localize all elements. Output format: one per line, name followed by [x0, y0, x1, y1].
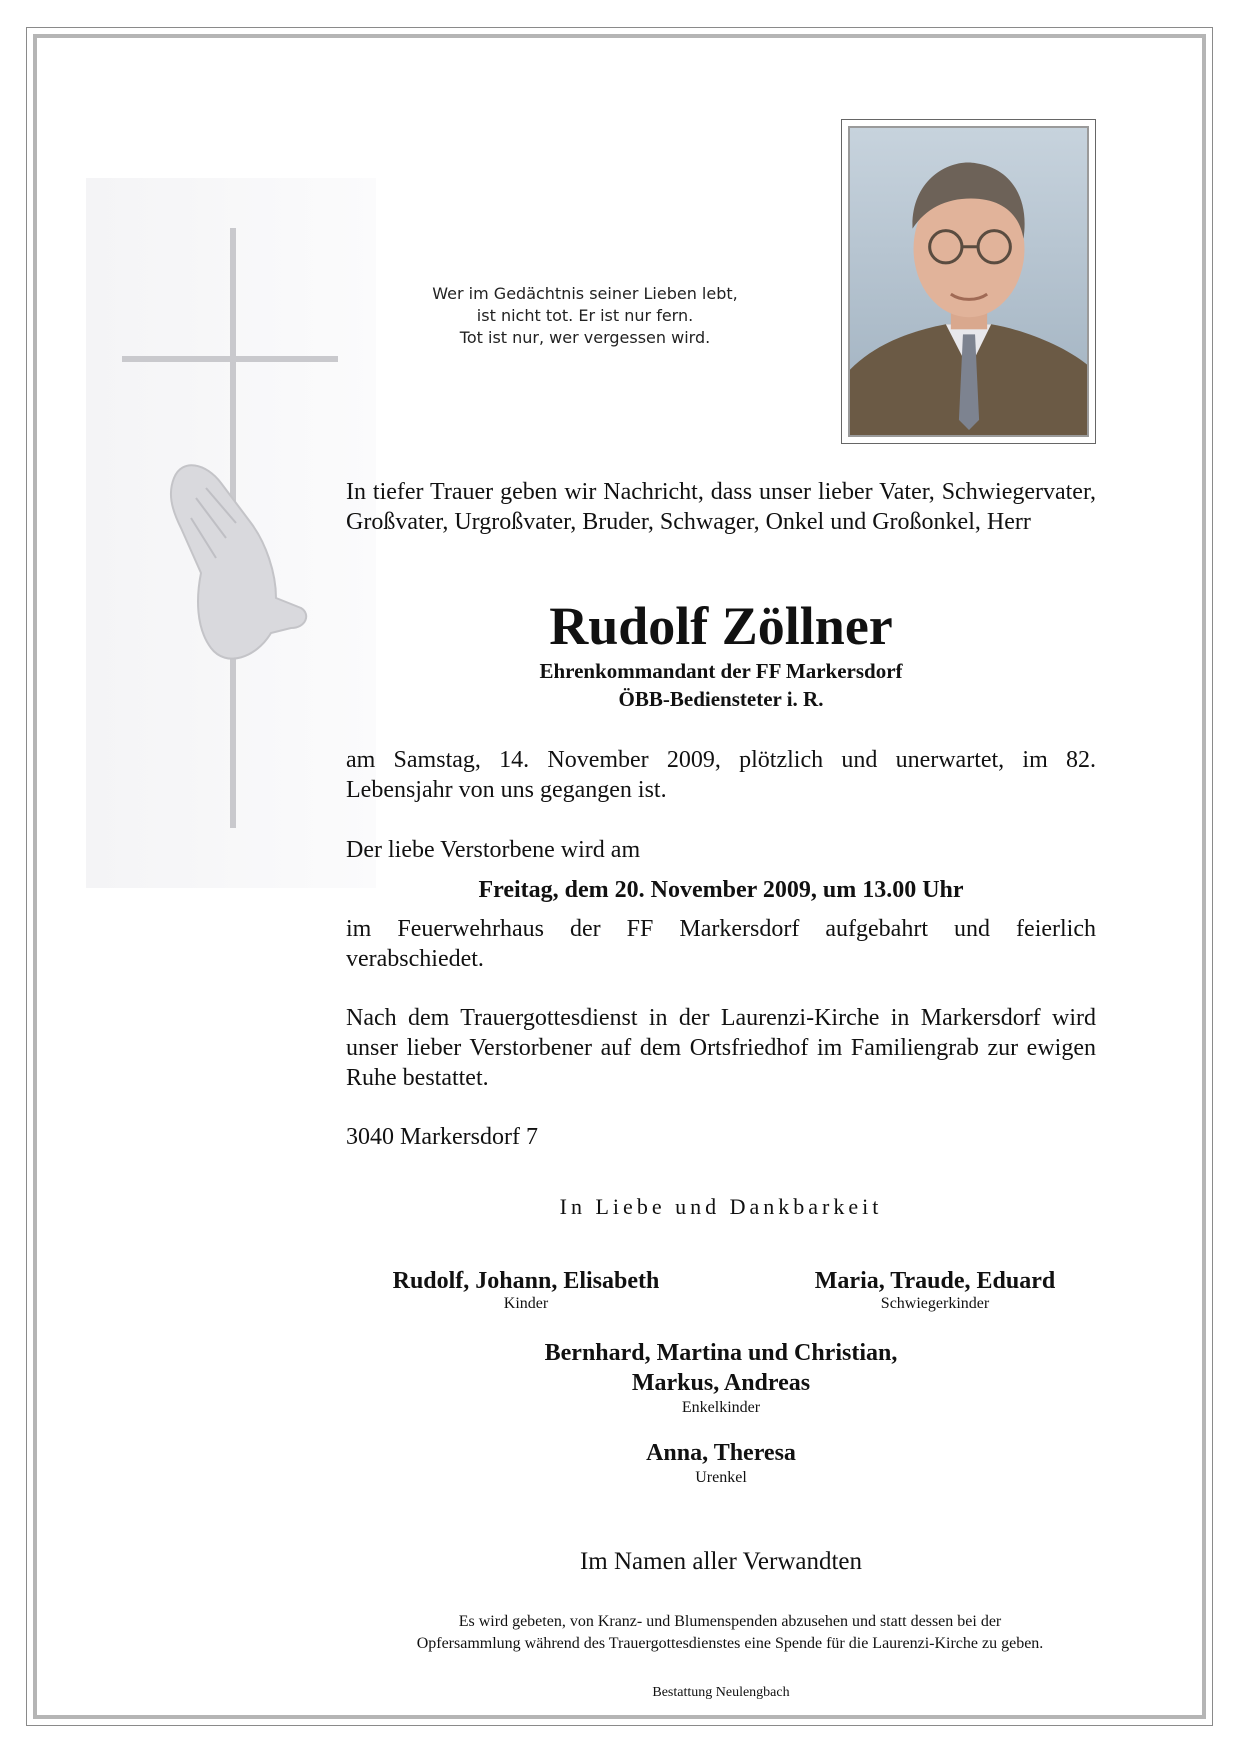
note-line: Es wird gebeten, von Kranz- und Blumenspenden abzusehen und statt dessen bei der	[458, 1613, 1002, 1630]
note-line: Opfersammlung während des Trauergottesdienstes eine Spende für die Laurenzi-Kirche zu geben.	[416, 1635, 1044, 1652]
grandchildren-block	[346, 1338, 1096, 1418]
quote-line: Wer im Gedächtnis seiner Lieben lebt,	[432, 284, 738, 303]
quote-line: ist nicht tot. Er ist nur fern.	[476, 306, 694, 325]
children-in-law-role: Schwiegerkinder	[880, 1295, 990, 1312]
grandchildren-role: Enkelkinder	[681, 1399, 761, 1416]
viewing-intro: Der liebe Verstorbene wird am	[346, 837, 641, 863]
children-role: Kinder	[503, 1295, 549, 1312]
children-in-law-names: Maria, Traude, Eduard	[814, 1268, 1056, 1294]
donation-note	[330, 1611, 1130, 1655]
portrait-photo	[848, 126, 1089, 437]
great-grandchildren-block	[346, 1438, 1096, 1488]
grandchildren-names: Markus, Andreas	[631, 1370, 811, 1396]
thanks-line: In Liebe und Dankbarkeit	[559, 1194, 883, 1219]
address: 3040 Markersdorf 7	[346, 1124, 538, 1150]
viewing-date: Freitag, dem 20. November 2009, um 13.00 Uhr	[478, 877, 964, 903]
children-names: Rudolf, Johann, Elisabeth	[392, 1268, 660, 1294]
portrait-photo-frame	[841, 119, 1096, 444]
great-grandchildren-role: Urenkel	[695, 1469, 747, 1486]
cross-with-praying-hands-icon	[86, 178, 376, 888]
great-grandchildren-names: Anna, Theresa	[646, 1440, 796, 1466]
quote-line: Tot ist nur, wer vergessen wird.	[459, 328, 711, 347]
burial-text: Nach dem Trauergottesdienst in der Laurenzi-Kirche in Markersdorf wird unser lieber Verstorbener auf dem Ortsfriedhof im Familiengrab zur ewigen Ruhe bestattet.	[346, 1005, 1096, 1091]
memorial-quote	[400, 283, 770, 349]
deceased-title: ÖBB-Bediensteter i. R.	[618, 687, 824, 711]
deceased-title: Ehrenkommandant der FF Markersdorf	[539, 659, 903, 683]
grandchildren-names: Bernhard, Martina und Christian,	[544, 1340, 898, 1366]
deceased-name: Rudolf Zöllner	[549, 596, 893, 656]
viewing-place: im Feuerwehrhaus der FF Markersdorf aufgebahrt und feierlich verabschiedet.	[346, 916, 1096, 972]
intro-text: In tiefer Trauer geben wir Nachricht, dass unser lieber Vater, Schwiegervater, Großvater, Urgroßvater, Bruder, Schwager, Onkel und Großonkel, Herr	[346, 479, 1096, 535]
funeral-home: Bestattung Neulengbach	[652, 1685, 790, 1700]
closing-line: Im Namen aller Verwandten	[579, 1548, 863, 1575]
death-text: am Samstag, 14. November 2009, plötzlich und unerwartet, im 82. Lebensjahr von uns gegangen ist.	[346, 747, 1096, 803]
